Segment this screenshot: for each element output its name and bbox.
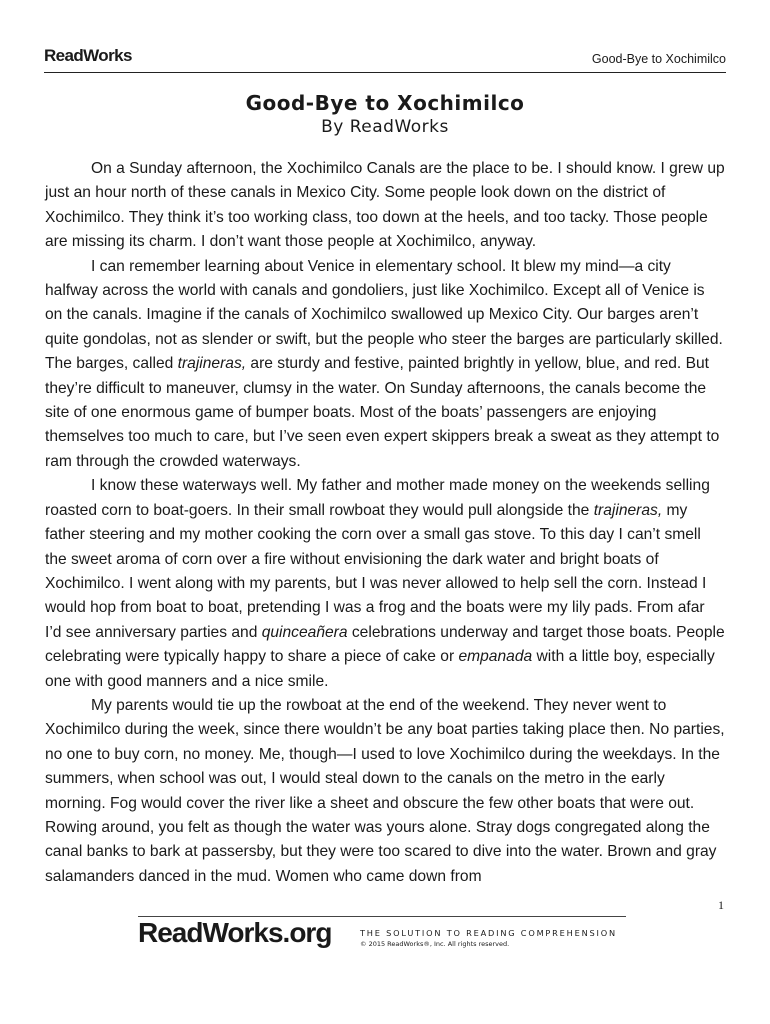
footer-tagline: THE SOLUTION TO READING COMPREHENSION <box>360 928 617 938</box>
text-run: I can remember learning about Venice in elementary school. It blew my mind—a city halfway across the world with canals and gondoliers, just like Xochimilco. Except all of Venice is on the canals. Imagine if the canals of Xochimilco swallowed up Mexico City. Our barges aren’t quite gondolas, not as slender or swift, but the people who steer the barges are particularly skilled. The barges, called <box>45 257 723 373</box>
italic-term: quinceañera <box>261 623 348 641</box>
story-paragraph <box>45 157 725 255</box>
text-run: On a Sunday afternoon, the Xochimilco Canals are the place to be. I should know. I grew up just an hour north of these canals in Mexico City. Some people look down on the district of Xochimilco. They think it’s too working class, too down at the heels, and too tacky. Those people are missing its charm. I don’t want those people at Xochimilco, anyway. <box>45 160 725 251</box>
story-paragraph <box>45 255 725 475</box>
page-number: 1 <box>718 898 724 912</box>
readworks-org-logo: ReadWorks.org <box>138 917 332 948</box>
document-title: Good-Bye to Xochimilco <box>245 91 525 115</box>
header-title: Good-Bye to Xochimilco <box>591 52 726 66</box>
page-header <box>44 44 726 68</box>
text-run: my father steering and my mother cooking the corn over a small gas stove. To this day I can’t smell the sweet aroma of corn over a fire without envisioning the dark water and bright boats of Xochimilco. I went along with my parents, but I was never allowed to help sell the corn. Instead I would hop from boat to boat, pretending I was a frog and the boats were my lily pads. From afar I’d see anniversary parties and <box>45 501 707 641</box>
text-run: celebrations underway and target those boats. People celebrating were typically happy to share a piece of cake or <box>45 623 725 666</box>
story-body <box>45 157 725 889</box>
text-run: with a little boy, especially one with good manners and a nice smile. <box>45 648 715 690</box>
text-run: are sturdy and festive, painted brightly in yellow, blue, and red. But they’re difficult to maneuver, clumsy in the water. On Sunday afternoons, the canals become the site of one enormous game of bumper boats. Most of the boats’ passengers are enjoying themselves too much to care, but I’ve seen even expert skippers break a sweat as they attempt to ram through the crowded waterways. <box>45 355 720 470</box>
readworks-logo: ReadWorks <box>44 46 132 65</box>
footer-copyright: © 2015 ReadWorks®, Inc. All rights reserved. <box>360 940 510 948</box>
italic-term: trajineras, <box>593 501 663 519</box>
text-run: I know these waterways well. My father and mother made money on the weekends selling roasted corn to boat-goers. In their small rowboat they would pull alongside the <box>45 477 710 519</box>
italic-term: trajineras, <box>177 355 247 373</box>
header-divider <box>44 72 726 73</box>
title-block <box>0 90 770 138</box>
text-run: My parents would tie up the rowboat at the end of the weekend. They never went to Xochimilco during the week, since there wouldn’t be any boat parties taking place then. No parties, no one to buy corn, no money. Me, though—I used to love Xochimilco during the weekdays. In the summers, when school was out, I would steal down to the canals on the metro in the early morning. Fog would cover the river like a sheet and obscure the few other boats that were out. Rowing around, you felt as though the water was yours alone. Stray dogs congregated along the canal banks to bark at passersby, but they were too scared to dive into the water. Brown and gray salamanders danced in the mud. Women who came down from <box>45 696 725 885</box>
document-author: By ReadWorks <box>321 117 449 137</box>
story-paragraph <box>45 474 725 694</box>
story-paragraph <box>45 694 725 889</box>
italic-term: empanada <box>458 648 533 666</box>
